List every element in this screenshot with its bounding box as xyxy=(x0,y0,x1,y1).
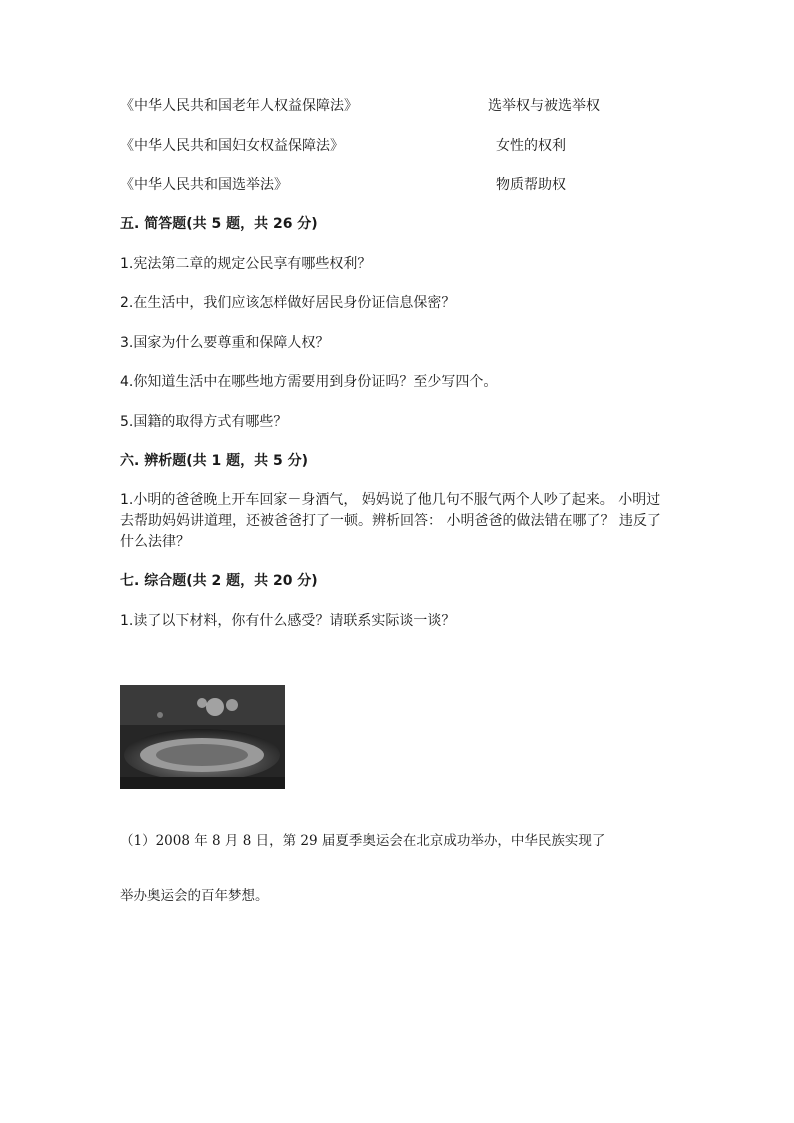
section6-question: 1.小明的爸爸晚上开车回家－身酒气， 妈妈说了他几句不服气两个人吵了起来。 小明过去帮助妈妈讲道理，还被爸爸打了一顿。辨析回答： 小明爸爸的做法错在哪了？ 违反了什么法律？ xyxy=(120,492,661,550)
section7-question: 1.读了以下材料，你有什么感受？请联系实际谈一谈？ xyxy=(120,613,456,629)
matching-right-2: 女性的权利 xyxy=(496,138,566,154)
section6-heading: 六. 辨析题(共 1 题，共 5 分) xyxy=(120,453,308,469)
section5-question-5: 5.国籍的取得方式有哪些？ xyxy=(120,414,288,430)
matching-right-3: 物质帮助权 xyxy=(496,177,566,193)
olympic-stadium-photo xyxy=(120,685,285,789)
material-line-2: 举办奥运会的百年梦想。 xyxy=(120,888,269,904)
section5-question-1: 1.宪法第二章的规定公民享有哪些权利？ xyxy=(120,256,372,272)
section7-heading: 七. 综合题(共 2 题，共 20 分) xyxy=(120,573,318,589)
matching-left-2: 《中华人民共和国妇女权益保障法》 xyxy=(120,138,344,154)
matching-left-3: 《中华人民共和国选举法》 xyxy=(120,177,288,193)
section5-question-4: 4.你知道生活中在哪些地方需要用到身份证吗？至少写四个。 xyxy=(120,374,498,390)
material-line-1: （1）2008 年 8 月 8 日，第 29 届夏季奥运会在北京成功举办，中华民族实现了 xyxy=(120,833,606,849)
section5-question-2: 2.在生活中，我们应该怎样做好居民身份证信息保密？ xyxy=(120,295,456,311)
section5-heading: 五. 简答题(共 5 题，共 26 分) xyxy=(120,216,318,232)
matching-left-1: 《中华人民共和国老年人权益保障法》 xyxy=(120,98,358,114)
section5-question-3: 3.国家为什么要尊重和保障人权？ xyxy=(120,335,330,351)
matching-right-1: 选举权与被选举权 xyxy=(488,98,600,114)
